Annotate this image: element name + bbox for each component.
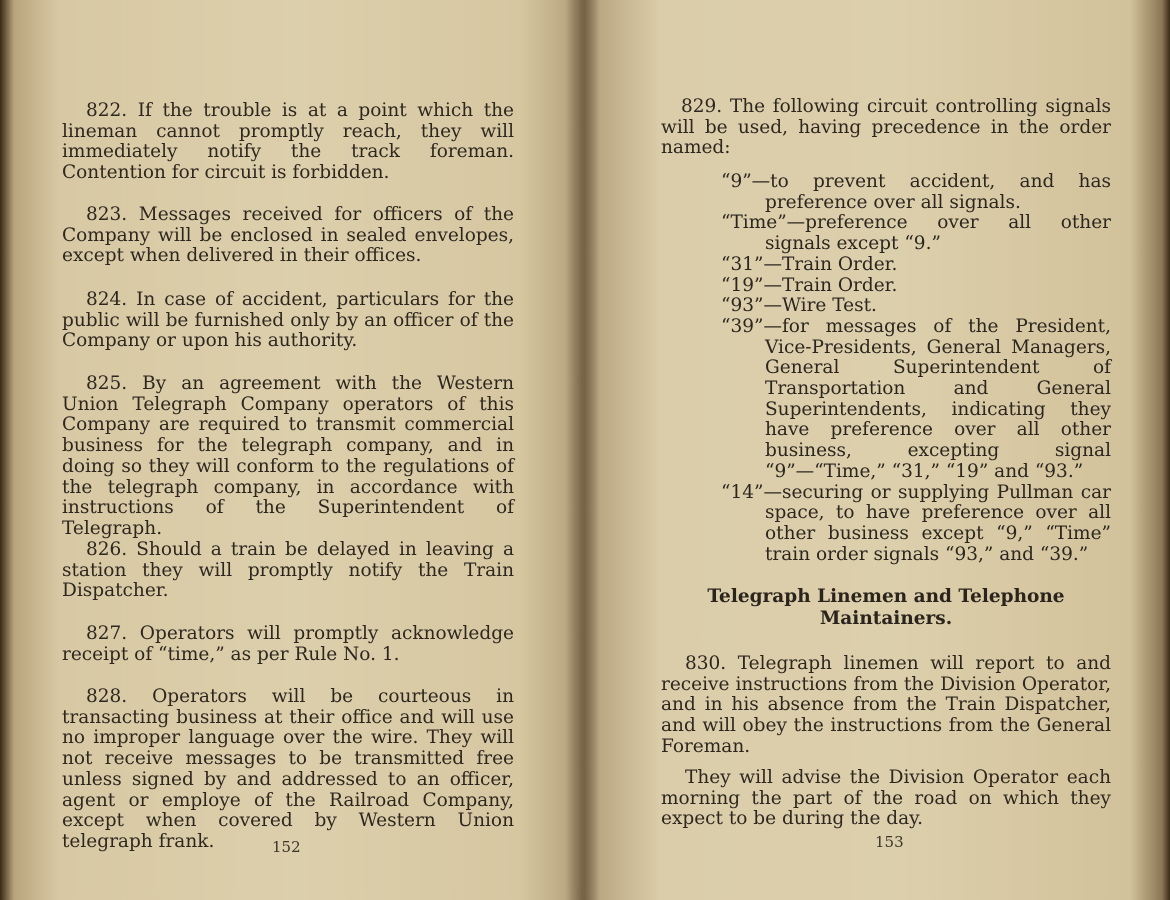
signal-item: “9”—to prevent accident, and has preference over all signals. (721, 171, 1111, 213)
heading-line-2: Maintainers. (819, 608, 953, 629)
signal-item: “19”—Train Order. (721, 274, 898, 296)
signal-item: “39”—for messages of the President, Vice-Presidents, General Managers, General Superintendent of Transportation and General Superintendents, indicating they have preference over all other business, excepting signal “9”—“Time,” “31,” “19” and “93.” (721, 315, 1111, 482)
page-number-left: 152 (272, 838, 301, 856)
heading-line-1: Telegraph Linemen and Telephone (707, 586, 1065, 607)
rule-830: 830. Telegraph linemen will report to and receive instructions from the Division Operator, and in his absence from the Train Dispatcher, and will obey the instructions from the General Foreman. (661, 653, 1111, 757)
rule-830-continued: They will advise the Division Operator each morning the part of the road on which they expect to be during the day. (661, 767, 1111, 830)
section-heading (661, 586, 1111, 630)
page-number-right: 153 (875, 833, 904, 851)
signal-item: “Time”—preference over all other signals except “9.” (721, 212, 1111, 255)
rule-825: 825. By an agreement with the Western Union Telegraph Company operators of this Company are required to transmit commercial business for the telegraph company, and in doing so they will conform to the regulations of the telegraph company, in accordance with instructions of the Superintendent of Telegraph. (62, 373, 514, 539)
rule-823: 823. Messages received for officers of the Company will be enclosed in sealed envelopes, except when delivered in their offices. (62, 204, 514, 267)
rule-828: 828. Operators will be courteous in transacting business at their office and will use no improper language over the wire. They will not receive messages to be transmitted free unless signed by and addressed to an officer, agent or employe of the Railroad Company, except when covered by Western Union telegraph frank. (62, 686, 514, 852)
rule-824: 824. In case of accident, particulars for the public will be furnished only by an officer of the Company or upon his authority. (62, 289, 514, 352)
rule-822: 822. If the trouble is at a point which the lineman cannot promptly reach, they will immediately notify the track foreman. Contention for circuit is forbidden. (62, 100, 514, 184)
rule-826: 826. Should a train be delayed in leaving a station they will promptly notify the Train Dispatcher. (62, 539, 514, 602)
signal-item: “93”—Wire Test. (721, 295, 877, 317)
signal-item: “14”—securing or supplying Pullman car space, to have preference over all other business except “9,” “Time” train order signals “93,” and “39.” (721, 481, 1111, 565)
rule-827: 827. Operators will promptly acknowledge receipt of “time,” as per Rule No. 1. (62, 623, 514, 665)
signal-item: “31”—Train Order. (721, 253, 898, 275)
right-page (583, 0, 1170, 900)
signal-list (721, 172, 1111, 565)
left-page (0, 0, 583, 900)
rule-829-intro: 829. The following circuit controlling signals will be used, having precedence in the order named: (661, 96, 1111, 159)
